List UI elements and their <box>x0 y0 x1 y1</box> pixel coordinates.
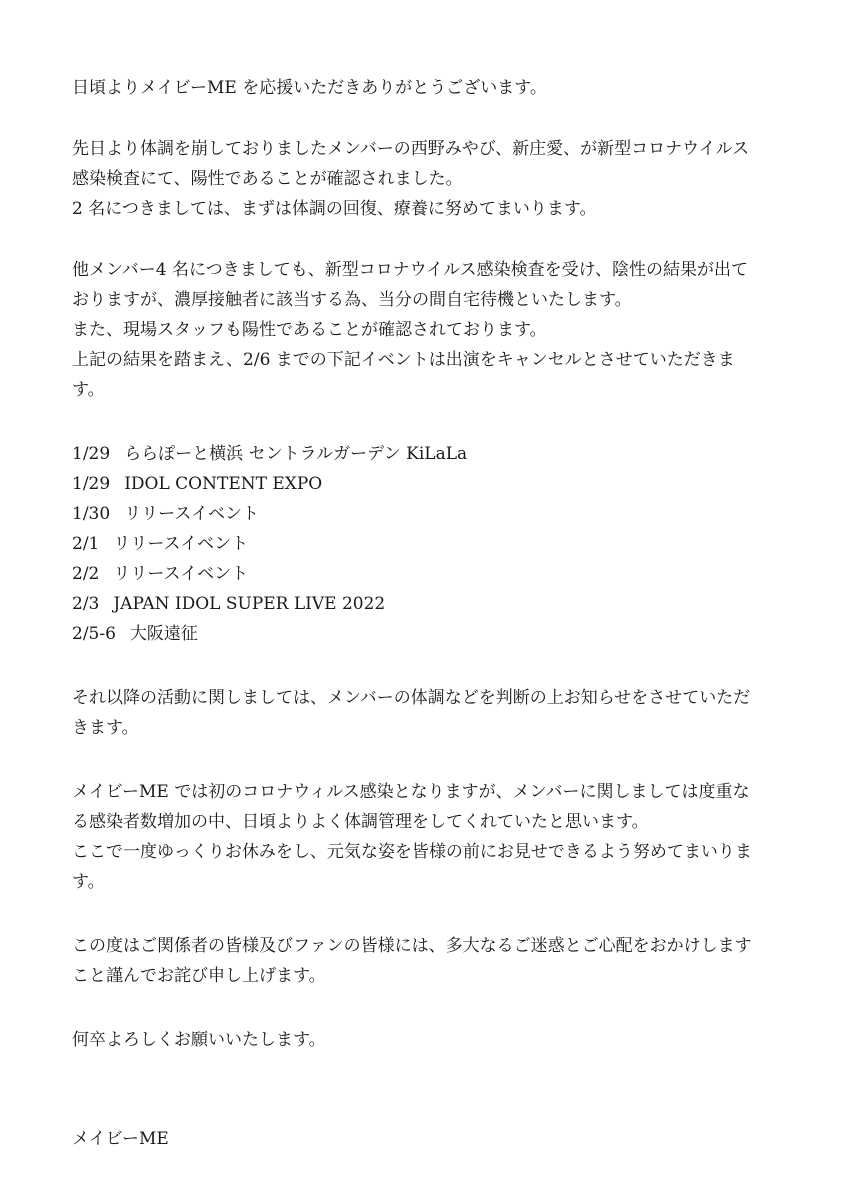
text-line: す。 <box>72 380 105 400</box>
first-infection-paragraph <box>72 777 802 897</box>
text-line: きます。 <box>72 718 139 738</box>
announcement-document <box>72 73 802 1055</box>
event-date: 2/2 <box>72 564 100 584</box>
event-name: JAPAN IDOL SUPER LIVE 2022 <box>113 594 386 614</box>
event-date: 1/29 <box>72 474 111 494</box>
closing-paragraph <box>72 1025 802 1055</box>
event-item <box>72 559 802 589</box>
event-name: 大阪遠征 <box>129 624 198 644</box>
event-item <box>72 499 802 529</box>
event-name: リリースイベント <box>124 504 259 524</box>
event-date: 1/30 <box>72 504 111 524</box>
event-item <box>72 589 802 619</box>
text-line: メイビーME では初のコロナウィルス感染となりますが、メンバーに関しましては度重な <box>72 782 750 802</box>
event-date: 2/3 <box>72 594 100 614</box>
event-name: IDOL CONTENT EXPO <box>124 474 323 494</box>
greeting-line: 日頃よりメイビーME を応援いただきありがとうございます。 <box>72 78 547 98</box>
event-item <box>72 469 802 499</box>
text-line: 上記の結果を踏まえ、2/6 までの下記イベントは出演をキャンセルとさせていただきま <box>72 350 735 370</box>
event-name: リリースイベント <box>113 564 249 584</box>
event-name: リリースイベント <box>113 534 249 554</box>
greeting-paragraph <box>72 73 802 103</box>
event-date: 2/5-6 <box>72 624 116 644</box>
event-item <box>72 529 802 559</box>
event-date: 2/1 <box>72 534 100 554</box>
text-line: この度はご関係者の皆様及びファンの皆様には、多大なるご迷惑とご心配をおかけします <box>72 936 752 956</box>
event-item <box>72 619 802 649</box>
signature: メイビーME <box>72 1129 169 1149</box>
text-line: また、現場スタッフも陽性であることが確認されております。 <box>72 320 547 340</box>
event-date: 1/29 <box>72 444 111 464</box>
text-line: 2 名につきましては、まずは体調の回復、療養に努めてまいります。 <box>72 199 597 219</box>
text-line: 感染検査にて、陽性であることが確認されました。 <box>72 169 463 189</box>
text-line: 先日より体調を崩しておりましたメンバーの西野みやび、新庄愛、が新型コロナウイルス <box>72 139 750 159</box>
text-line: す。 <box>72 872 105 892</box>
closing-line: 何卒よろしくお願いいたします。 <box>72 1030 326 1050</box>
text-line: 他メンバー4 名につきましても、新型コロナウイルス感染検査を受け、陰性の結果が出て <box>72 260 748 280</box>
event-name: ららぽーと横浜 セントラルガーデン KiLaLa <box>124 444 468 464</box>
text-line: る感染者数増加の中、日頃よりよく体調管理をしてくれていたと思います。 <box>72 812 649 832</box>
text-line: こと謹んでお詫び申し上げます。 <box>72 966 326 986</box>
text-line: ここで一度ゆっくりお休みをし、元気な姿を皆様の前にお見せできるよう努めてまいりま <box>72 842 752 862</box>
text-line: おりますが、濃厚接触者に該当する為、当分の間自宅待機といたします。 <box>72 290 632 310</box>
apology-paragraph <box>72 931 802 991</box>
infection-paragraph <box>72 134 802 224</box>
event-item <box>72 439 802 469</box>
other-members-paragraph <box>72 255 802 405</box>
future-activities-paragraph <box>72 683 802 743</box>
cancelled-events-list <box>72 439 802 649</box>
text-line: それ以降の活動に関しましては、メンバーの体調などを判断の上お知らせをさせていただ <box>72 688 751 708</box>
